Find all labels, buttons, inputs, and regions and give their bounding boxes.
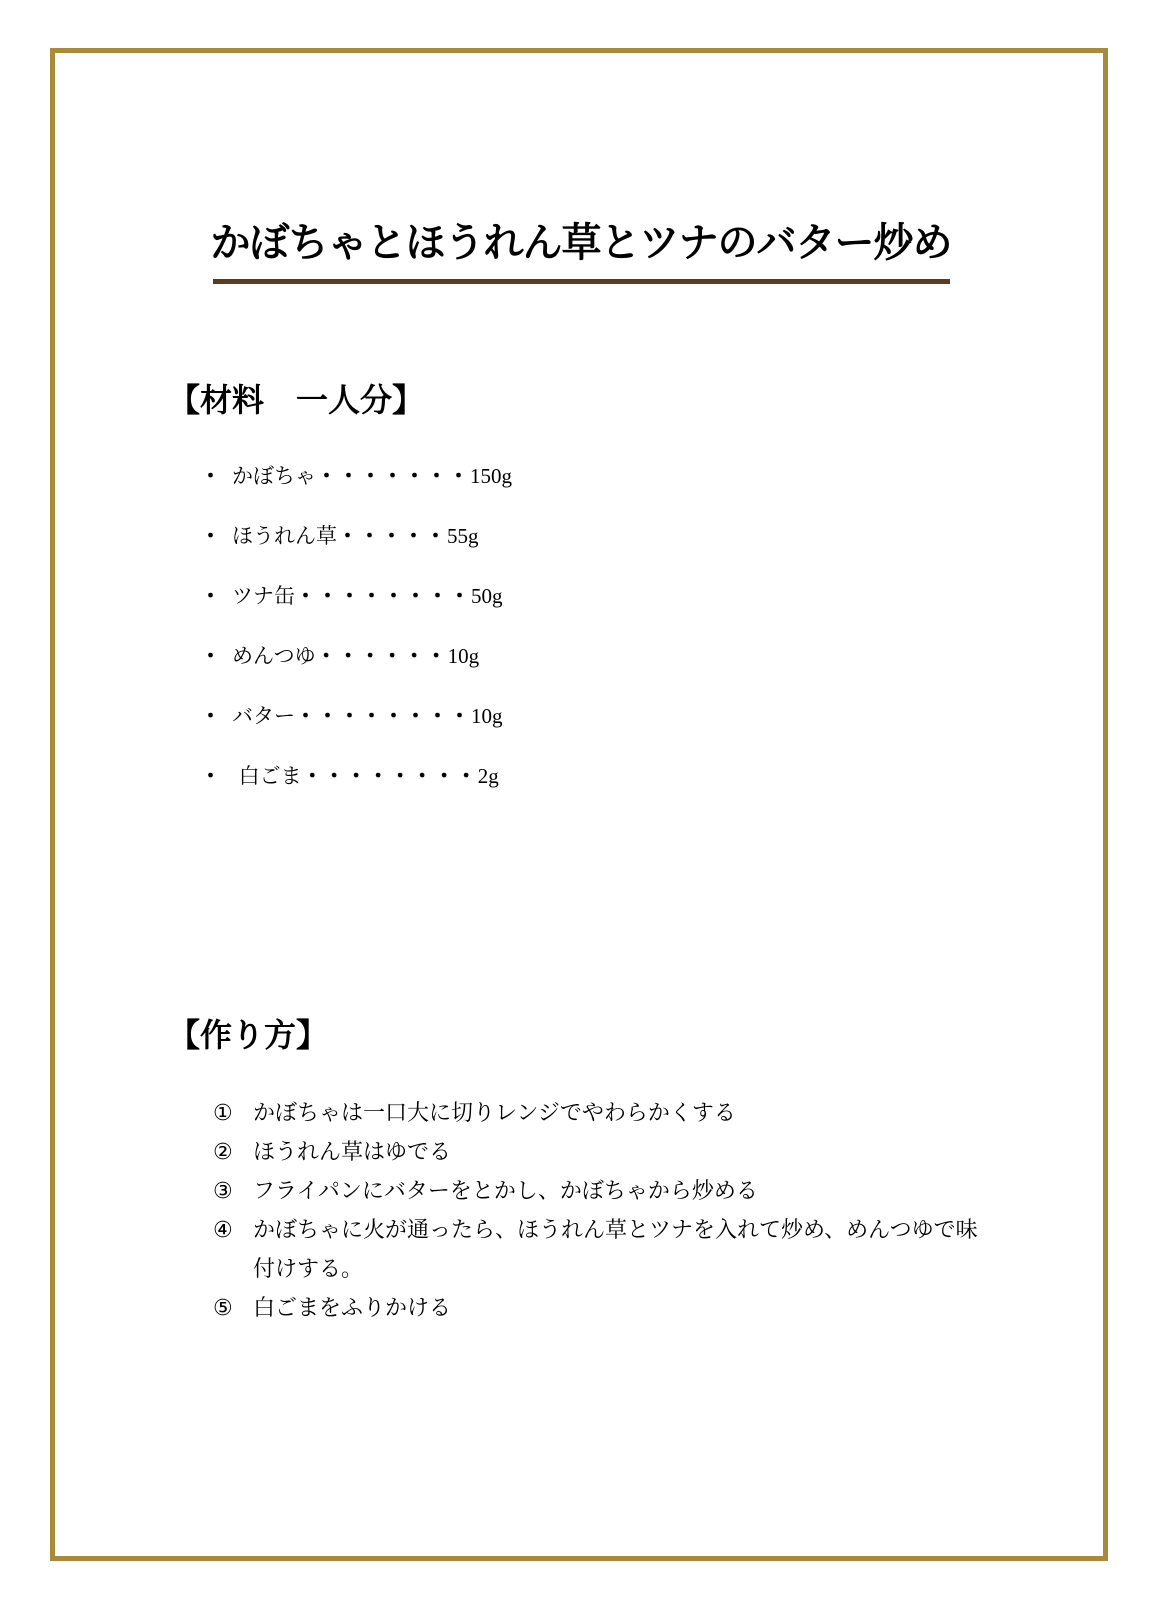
ingredient-quantity: 10g — [447, 644, 480, 668]
bullet: ・ — [200, 704, 221, 728]
ingredient-item — [200, 580, 512, 640]
leader-dots: ・・・・・・・・ — [301, 764, 478, 788]
ingredient-quantity: 2g — [477, 764, 499, 788]
ingredient-item — [200, 700, 512, 760]
ingredient-name: 白ごま — [232, 764, 302, 788]
bullet: ・ — [200, 524, 221, 548]
ingredient-quantity: 55g — [447, 524, 479, 548]
step-item — [213, 1211, 993, 1289]
ingredient-item — [200, 640, 512, 700]
leader-dots: ・・・・・・ — [315, 644, 448, 668]
step-text: かぼちゃは一口大に切りレンジでやわらかくする — [253, 1101, 736, 1126]
step-text: 白ごまをふりかける — [253, 1296, 452, 1321]
leader-dots: ・・・・・・・・ — [295, 704, 471, 728]
step-number: ② — [213, 1140, 233, 1165]
step-number: ⑤ — [213, 1296, 233, 1321]
ingredient-quantity: 10g — [471, 704, 503, 728]
ingredient-name: めんつゆ — [232, 644, 316, 668]
ingredients-heading: 【材料 一人分】 — [168, 381, 425, 419]
step-text: フライパンにバターをとかし、かぼちゃから炒める — [253, 1179, 758, 1204]
step-item — [213, 1289, 993, 1328]
step-text: ほうれん草はゆでる — [253, 1140, 452, 1165]
bullet: ・ — [200, 464, 221, 488]
step-item — [213, 1172, 993, 1211]
steps-list — [213, 1094, 993, 1328]
ingredient-item — [200, 760, 512, 820]
ingredient-name: バター — [232, 704, 295, 728]
step-number: ④ — [213, 1218, 233, 1243]
bullet: ・ — [200, 644, 221, 668]
ingredient-item — [200, 520, 512, 580]
leader-dots: ・・・・・・・ — [316, 464, 470, 488]
ingredients-list — [200, 460, 512, 820]
bullet: ・ — [200, 584, 221, 608]
ingredient-name: かぼちゃ — [232, 464, 316, 488]
ingredient-name: ほうれん草 — [232, 524, 337, 548]
step-text: かぼちゃに火が通ったら、ほうれん草とツナを入れて炒め、めんつゆで味付けする。 — [253, 1218, 978, 1282]
step-number: ① — [213, 1101, 233, 1126]
steps-heading: 【作り方】 — [168, 1016, 329, 1054]
ingredient-quantity: 150g — [470, 464, 512, 488]
step-number: ③ — [213, 1179, 233, 1204]
bullet: ・ — [200, 764, 221, 788]
recipe-title: かぼちゃとほうれん草とツナのバター炒め — [210, 220, 952, 266]
ingredient-name: ツナ缶 — [232, 584, 295, 608]
ingredient-quantity: 50g — [471, 584, 503, 608]
step-item — [213, 1133, 993, 1172]
leader-dots: ・・・・・・・・ — [295, 584, 471, 608]
leader-dots: ・・・・・ — [337, 524, 447, 548]
step-item — [213, 1094, 993, 1133]
title-underline — [213, 279, 950, 284]
ingredient-item — [200, 460, 512, 520]
